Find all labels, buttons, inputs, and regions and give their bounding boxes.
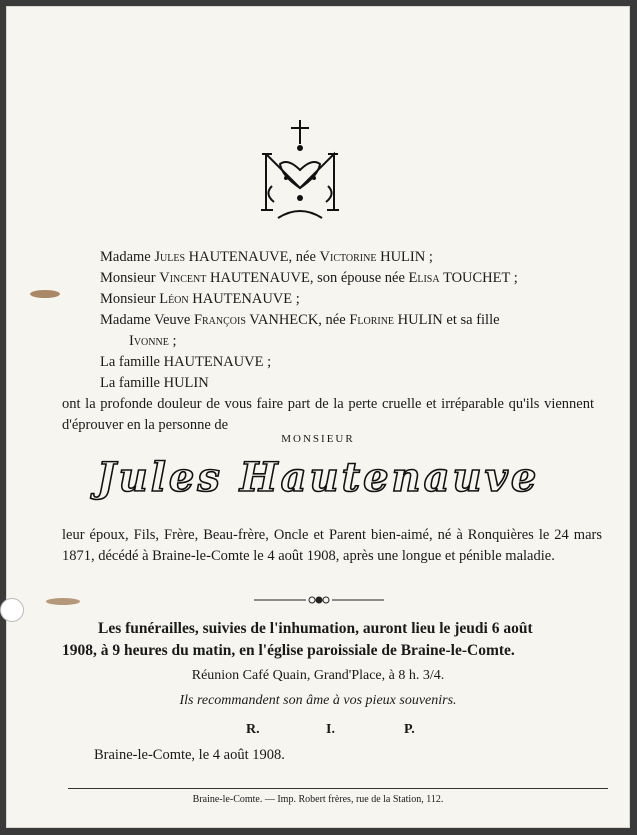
family-text: TOUCHET ; [439, 270, 518, 286]
recommend-line: Ils recommandent son âme à vos pieux souvenirs. [179, 693, 457, 708]
family-line: La famille HULIN [100, 375, 209, 391]
rust-stain [46, 598, 80, 605]
family-list [62, 247, 594, 436]
family-text: Monsieur [100, 291, 160, 307]
description-paragraph: leur époux, Fils, Frère, Beau-frère, Oncle et Parent bien-aimé, né à Ronquières le 24 mars 1871, décédé à Braine-le-Comte le 4 août 1908, après une longue et pénible maladie. [62, 527, 602, 564]
punch-hole [0, 598, 24, 622]
reunion-line: Réunion Café Quain, Grand'Place, à 8 h. 3/4. [191, 668, 445, 683]
family-line [62, 310, 594, 331]
cross-monogram-emblem [258, 118, 342, 220]
funeral-line: Les funérailles, suivies de l'inhumation, auront lieu le jeudi 6 août [98, 620, 533, 637]
family-text: Florine [349, 312, 395, 328]
family-text: Madame [100, 249, 155, 265]
deceased-name: Jules Hautenauve [96, 454, 540, 501]
rip-letter: I. [326, 722, 335, 737]
footer-rule [68, 788, 608, 789]
family-text: Léon [159, 291, 189, 307]
ornamental-divider [254, 595, 384, 605]
family-line [62, 247, 594, 268]
family-text: Victorine [319, 249, 377, 265]
family-text: HULIN ; [376, 249, 433, 265]
funeral-line: 1908, à 9 heures du matin, en l'église paroissiale de Braine-le-Comte. [62, 642, 515, 659]
family-line [62, 268, 594, 289]
family-line: La famille HAUTENAUVE ; [100, 354, 272, 370]
family-text: Jules [154, 249, 186, 265]
family-text: VANHECK, née [245, 312, 350, 328]
family-text: Madame Veuve [100, 312, 194, 328]
place-date: Braine-le-Comte, le 4 août 1908. [94, 747, 285, 763]
family-text: HAUTENAUVE ; [188, 291, 300, 307]
rip-letter: R. [246, 722, 260, 737]
rust-stain [30, 290, 60, 298]
family-text: François [193, 312, 246, 328]
family-text: HAUTENAUVE, son épouse née [206, 270, 409, 286]
family-text: HAUTENAUVE, née [185, 249, 320, 265]
printer-imprint: Braine-le-Comte. — Imp. Robert frères, rue de la Station, 112. [192, 794, 444, 805]
funeral-announcement [62, 618, 602, 662]
family-line: Ivonne ; [129, 333, 177, 349]
family-text: Monsieur [100, 270, 160, 286]
family-text: Elisa [408, 270, 440, 286]
family-line [62, 289, 594, 310]
funeral-notice-card [6, 6, 630, 828]
rip-letter: P. [404, 722, 415, 737]
title-monsieur: MONSIEUR [281, 433, 355, 445]
family-text: HULIN et sa fille [394, 312, 500, 328]
family-text: Vincent [159, 270, 207, 286]
intro-paragraph: ont la profonde douleur de vous faire part de la perte cruelle et irréparable qu'ils viennent d'éprouver en la personne de [62, 396, 594, 433]
